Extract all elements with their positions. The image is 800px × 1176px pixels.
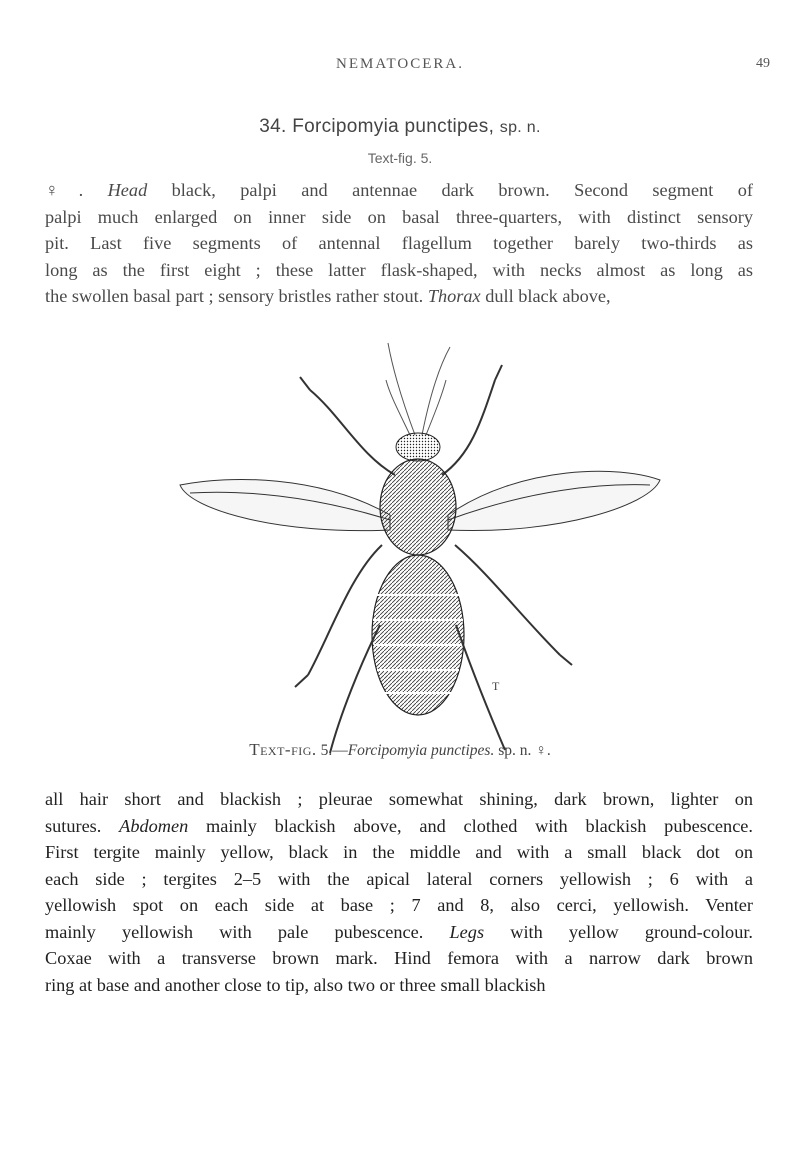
- text-run: ♀.: [45, 180, 108, 200]
- caption-species: Forcipomyia punctipes.: [347, 742, 495, 759]
- text-line: [45, 866, 753, 893]
- running-head: NEMATOCERA.: [336, 56, 464, 72]
- description-paragraph-2: [45, 786, 753, 998]
- antennae: [386, 343, 450, 435]
- figure-caption: [0, 740, 800, 760]
- text-line: [45, 177, 753, 204]
- text-line: [45, 839, 753, 866]
- figure-label-t: T: [492, 679, 500, 693]
- italic-term: Head: [107, 180, 148, 200]
- italic-term: Abdomen: [119, 815, 189, 836]
- text-run: ring at base and another close to tip, also two or three small blackish: [45, 974, 546, 995]
- caption-number: 5.—: [316, 742, 348, 759]
- front-legs: [300, 365, 502, 475]
- text-run: sutures.: [45, 815, 120, 836]
- text-line: [45, 786, 753, 813]
- text-line: [45, 230, 753, 257]
- text-line: [45, 919, 753, 946]
- text-run: yellowish spot on each side at base ; 7 and 8, also cerci, yellowish. Venter: [45, 895, 753, 915]
- species-number: 34.: [259, 116, 287, 137]
- text-run: all hair short and blackish ; pleurae somewhat shining, dark brown, lighter on: [45, 789, 753, 809]
- italic-term: Thorax: [427, 286, 481, 306]
- thorax: [380, 459, 456, 555]
- head: [396, 433, 440, 461]
- text-run: the swollen basal part ; sensory bristles rather stout.: [45, 286, 428, 306]
- text-run: with yellow ground-colour.: [484, 921, 753, 942]
- text-line: [45, 813, 753, 840]
- italic-term: Legs: [449, 921, 485, 942]
- caption-prefix: Text-fig.: [249, 740, 317, 759]
- text-run: each side ; tergites 2–5 with the apical lateral corners yellowish ; 6 with a: [45, 868, 753, 889]
- text-line: [45, 204, 753, 231]
- text-run: long as the first eight ; these latter flask-shaped, with necks almost as long as: [45, 259, 753, 280]
- text-line: [45, 945, 753, 972]
- text-figure-reference: Text-fig. 5.: [367, 150, 433, 166]
- text-run: pit. Last five segments of antennal flagellum together barely two-thirds as: [45, 233, 753, 253]
- species-name: Forcipomyia punctipes,: [292, 116, 495, 137]
- page-number: 49: [756, 56, 770, 71]
- text-line: [45, 283, 753, 310]
- text-run: palpi much enlarged on inner side on basal three-quarters, with distinct sensory: [45, 206, 753, 227]
- text-run: First tergite mainly yellow, black in the middle and with a small black dot on: [45, 842, 753, 862]
- caption-suffix: sp. n. ♀.: [494, 742, 551, 759]
- abdomen: [372, 555, 464, 715]
- description-paragraph-1: [45, 177, 753, 310]
- text-line: [45, 257, 753, 284]
- text-line: [45, 972, 753, 999]
- species-status: sp. n.: [499, 119, 541, 136]
- text-line: [45, 892, 753, 919]
- text-run: dull black above,: [480, 286, 611, 306]
- text-run: mainly blackish above, and clothed with blackish pubescence.: [188, 815, 753, 836]
- species-heading: [0, 116, 800, 138]
- text-run: mainly yellowish with pale pubescence.: [45, 921, 450, 942]
- text-run: Coxae with a transverse brown mark. Hind femora with a narrow dark brown: [45, 948, 753, 968]
- insect-figure: [160, 335, 680, 757]
- text-run: black, palpi and antennae dark brown. Second segment of: [147, 180, 753, 200]
